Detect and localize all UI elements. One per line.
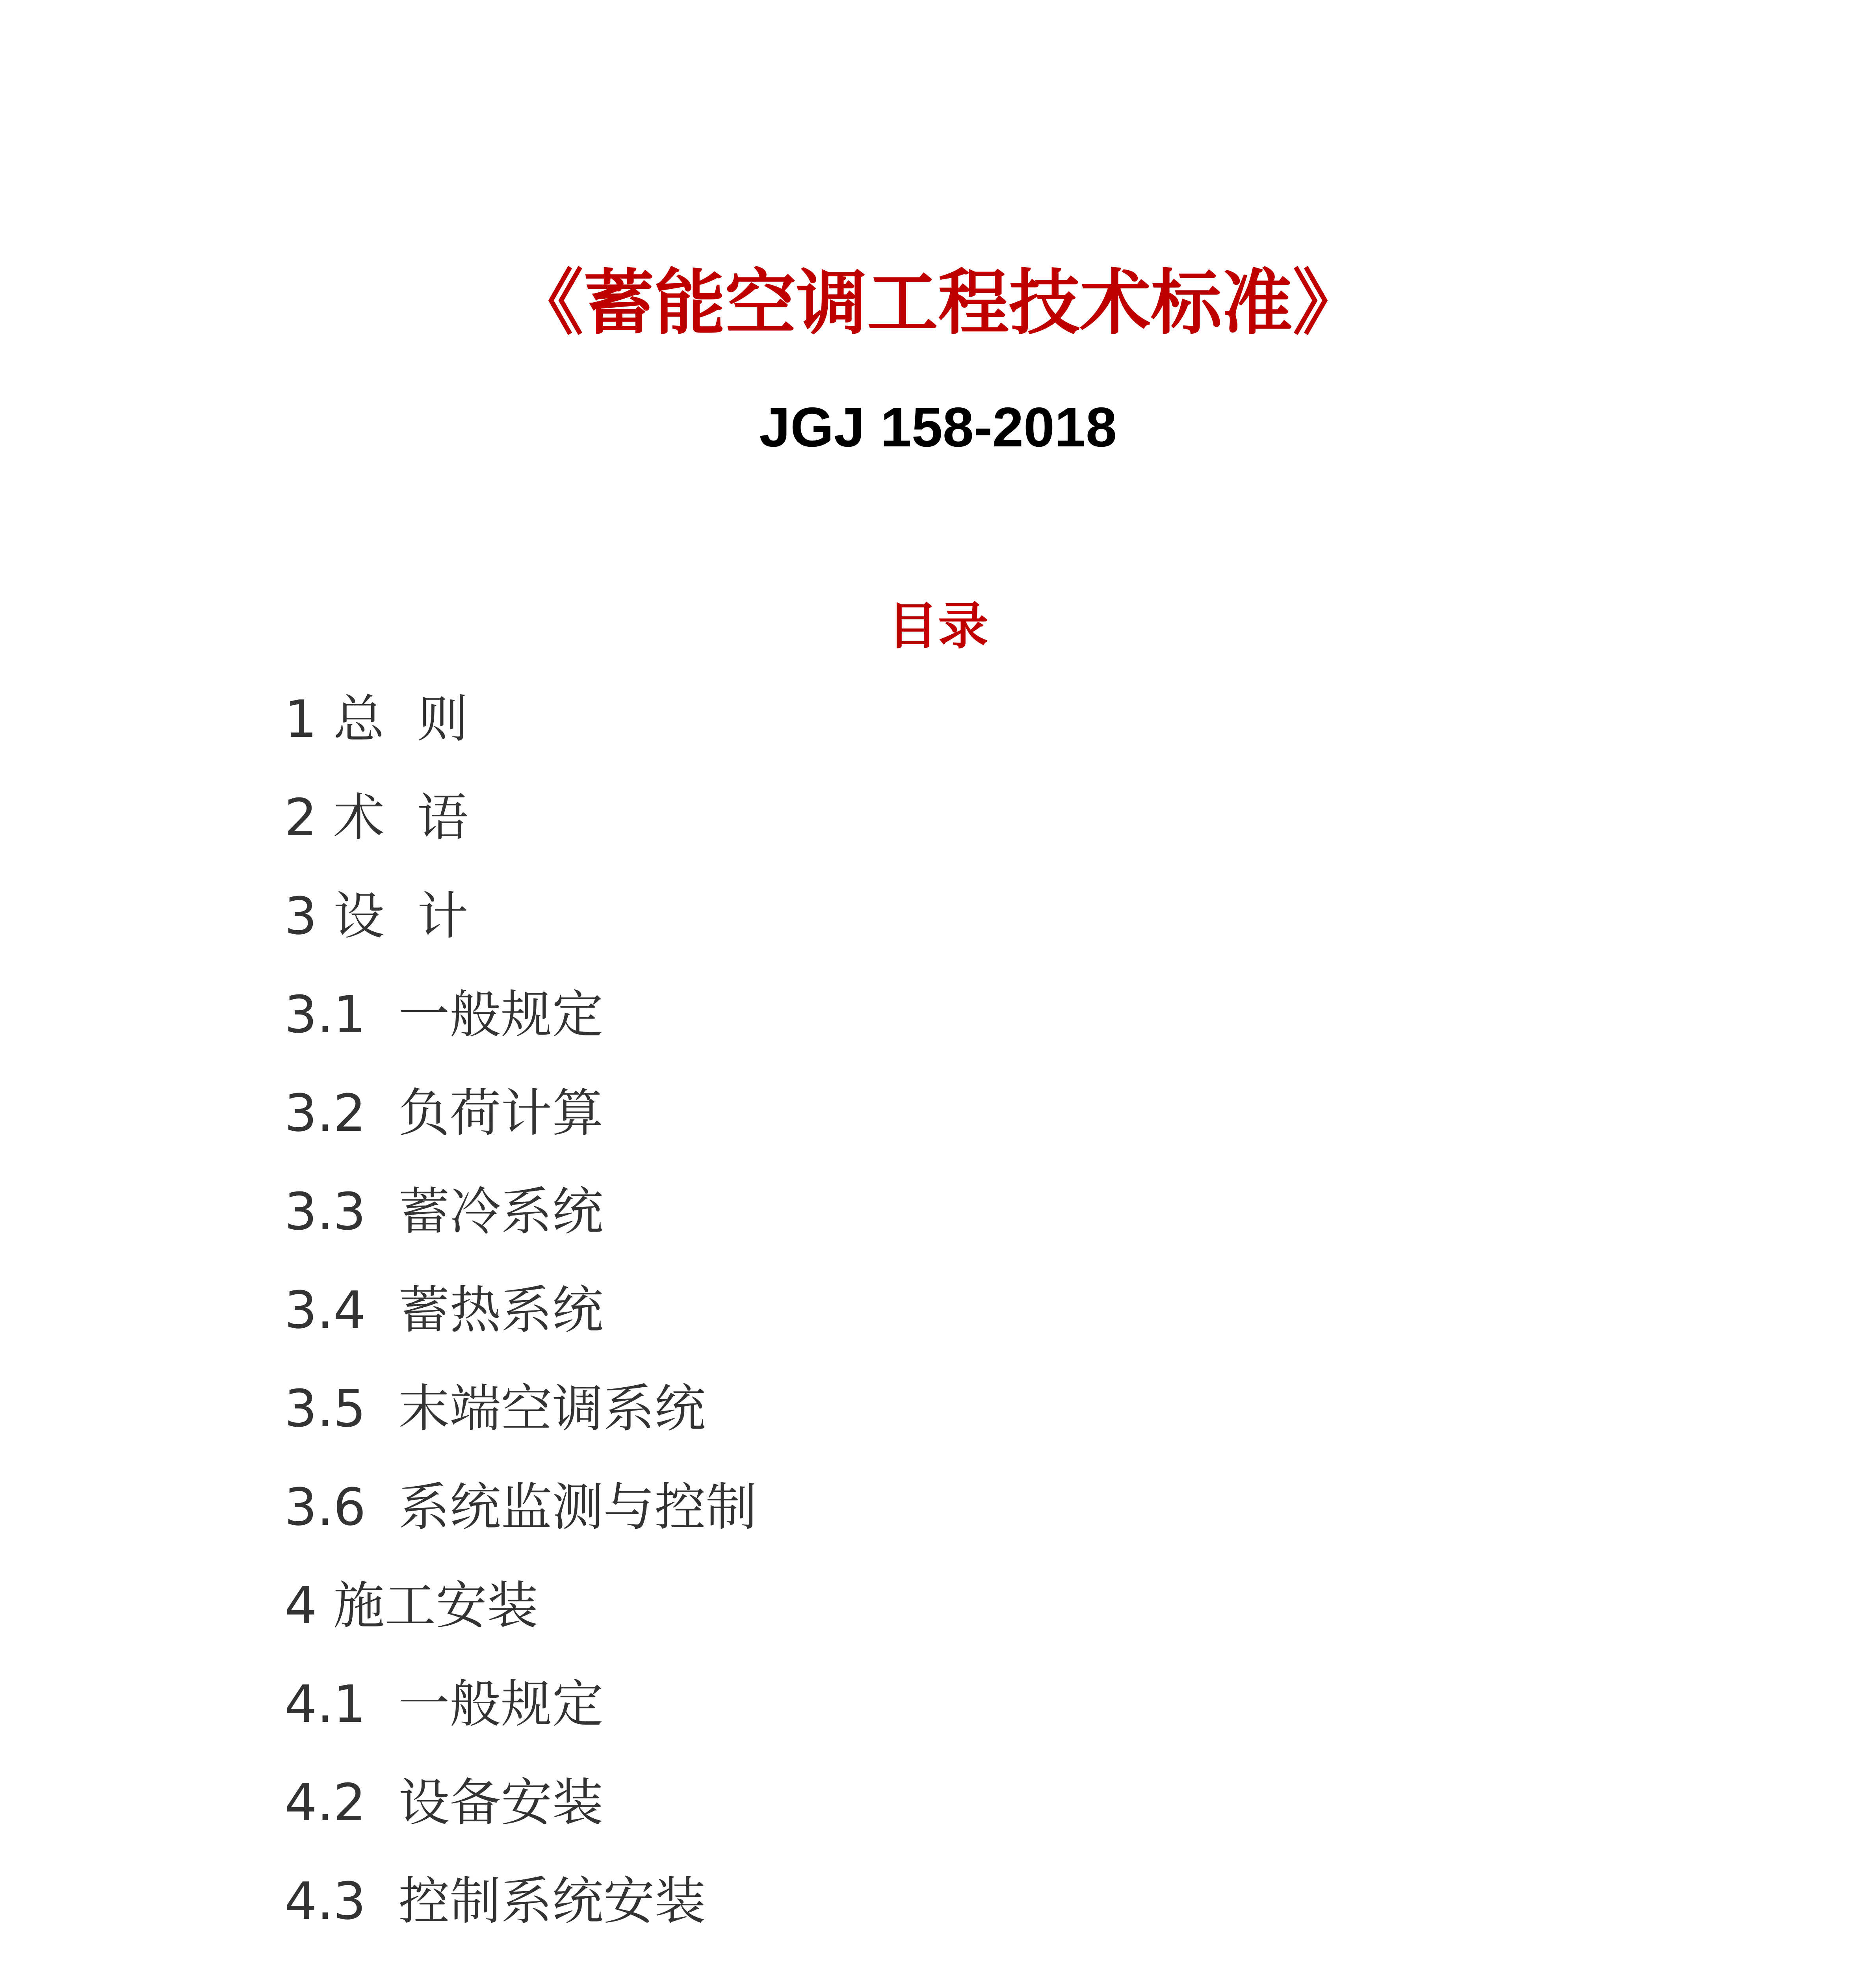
toc-item[interactable]: 3.6 系统监测与控制 bbox=[284, 1477, 757, 1537]
toc-item[interactable]: 3.1 一般规定 bbox=[284, 985, 604, 1044]
toc-item[interactable] bbox=[284, 1964, 1703, 1970]
toc-item[interactable]: 4 施工安装 bbox=[284, 1576, 539, 1635]
toc-item[interactable]: 3.4 蓄热系统 bbox=[284, 1280, 604, 1340]
toc-heading: 目录 bbox=[887, 597, 988, 656]
document-title: 《蓄能空调工程技术标准》 bbox=[512, 262, 1363, 344]
standard-code: JGJ 158-2018 bbox=[759, 396, 1117, 459]
toc-item[interactable]: 4.2 设备安装 bbox=[284, 1773, 604, 1832]
toc-item[interactable]: 2 术 语 bbox=[284, 788, 468, 847]
toc-item[interactable]: 1 总 则 bbox=[284, 689, 468, 749]
toc-item[interactable]: 3.3 蓄冷系统 bbox=[284, 1182, 604, 1241]
toc-item[interactable]: 4.1 一般规定 bbox=[284, 1674, 604, 1734]
toc-item[interactable]: 3.5 末端空调系统 bbox=[284, 1379, 706, 1438]
toc-item[interactable]: 4.3 控制系统安装 bbox=[284, 1871, 706, 1931]
toc-item[interactable]: 3 设 计 bbox=[284, 886, 468, 946]
toc-item[interactable]: 3.2 负荷计算 bbox=[284, 1083, 604, 1143]
table-of-contents bbox=[284, 684, 1703, 1970]
